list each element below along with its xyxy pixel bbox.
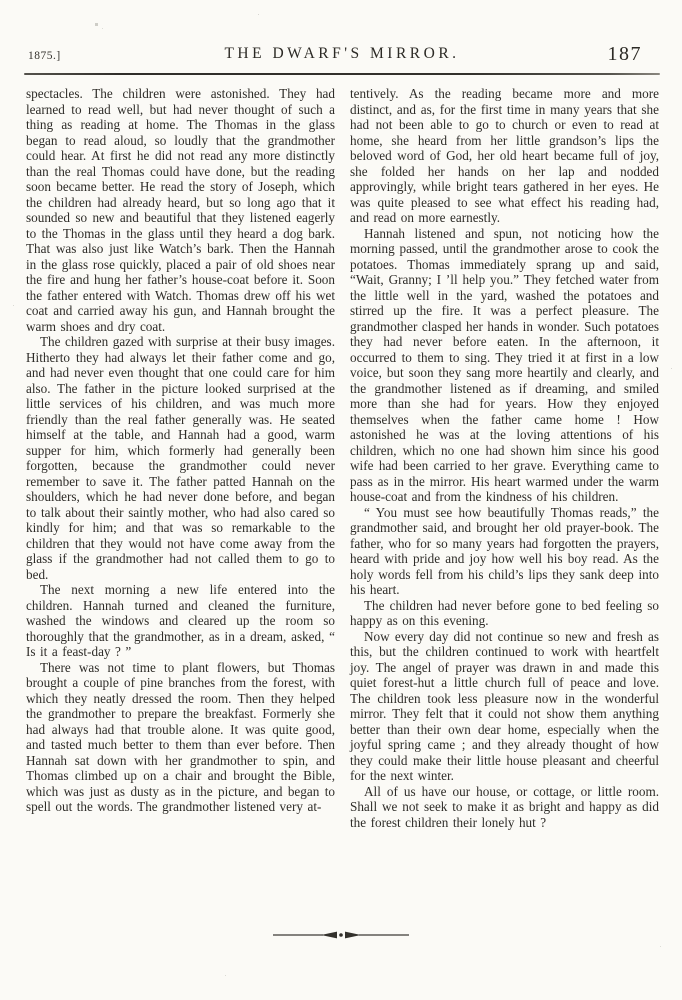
paragraph: The next morning a new life entered into the children. Hannah turned and cleaned the furniture, washed the windows and cleared up the room so thoroughly that the grandmother, as in a dream, asked, “ Is it a feast-day ? ” (26, 582, 335, 659)
paragraph: Now every day did not continue so new and fresh as this, but the children continued to work with heartfelt joy. The angel of prayer was drawn in and made this quiet forest-hut a little church full of peace and love. The children took less pleasure now in the wonderful mirror. They felt that it could not show them anything better than their own dear home, especially when the joyful spring came ; and they already thought of how they could make their little house pleasant and cheerful for the next winter. (350, 628, 659, 783)
paragraph: The children gazed with surprise at their busy images. Hitherto they had always let their father come and go, and had never even thought that one could care for him also. The father in the picture looked surprised at the little services of his children, and was much more friendly than the real father generally was. He seated himself at the table, and Hannah had a good, warm supper for him, which formerly had generally been forgotten, because the grandmother could never remember to save it. The father patted Hannah on the shoulders, which he had never done before, and began to talk about their saintly mother, who had also cared so kindly for him; and that was so remarkable to the children that they would not have come away from the glass if the grandmother had not called them to go to bed. (26, 334, 335, 582)
text-column-left (26, 86, 335, 830)
page-number: 187 (607, 43, 642, 65)
arrow-rule-icon (271, 928, 411, 942)
header-rule (24, 73, 660, 75)
header-year: 1875.] (28, 50, 61, 62)
paragraph: The children had never before gone to bed feeling so happy as on this evening. (350, 597, 659, 628)
paragraph: Hannah listened and spun, not noticing how the morning passed, until the grandmother arose to cook the potatoes. Thomas immediately sprang up and said, “Wait, Granny; I ’ll help you.” They fetched water from the little well in the yard, washed the potatoes and stirred up the fire. It was a perfect pleasure. The grandmother clasped her hands in wonder. Such potatoes they had never before eaten. In the afternoon, it occurred to them to sing. They tried it at first in a low voice, but soon they sang more heartily and clearly, and the grandmother listened as if dreaming, and smiled more than she had for years. How they enjoyed themselves when the father came home ! How astonished he was at the loving attentions of his children, which no one had shown him since his good wife had been carried to her grave. Everything came to pass as in the mirror. His heart warmed under the warm house-coat and from the kindness of his children. (350, 225, 659, 504)
tailpiece-ornament (0, 928, 682, 942)
paragraph: “ You must see how beautifully Thomas reads,” the grandmother said, and brought her old prayer-book. The father, who for so many years had forgotten the prayers, heard with pride and joy how well his boy read. As the holy words fell from his child’s lips they sank deep into his heart. (350, 504, 659, 597)
paragraph: spectacles. The children were astonished. They had learned to read well, but had never thought of such a thing as reading at home. The Thomas in the glass began to read aloud, so loudly that the grandmother could hear. At first he did not read any more distinctly than the real Thomas could have done, but the reading soon became better. He read the story of Joseph, which the children had already heard, but so long ago that it sounded so new and beautiful that they listened eagerly to the Thomas in the glass until they heard a dog bark. That was also just like Watch’s bark. Then the Hannah in the glass rose quickly, placed a pair of old shoes near the fire and hung her father’s house-coat before it. Soon the father entered with Watch. Thomas drew off his wet coat and carried away his gun, and Hannah brought the warm shoes and dry coat. (26, 86, 335, 334)
paragraph: All of us have our house, or cottage, or little room. Shall we not seek to make it as bright and happy as did the forest children their lonely hut ? (350, 783, 659, 830)
page-title: THE DWARF'S MIRROR. (224, 45, 460, 62)
page-header (28, 42, 656, 64)
paragraph: There was not time to plant flowers, but Thomas brought a couple of pine branches from the forest, with which they neatly dressed the room. Then they helped the grandmother to prepare the breakfast. Formerly she had always had that trouble alone. It was quite good, and tasted much better to them than ever before. Then Hannah sat down with her grandmother to spin, and Thomas climbed up on a chair and brought the Bible, which was just as dusty as in the picture, and began to spell out the words. The grandmother listened very at- (26, 659, 335, 814)
paragraph: tentively. As the reading became more and more distinct, and as, for the first time in many years that she had not been able to go to church or even to read at home, she heard from her little grandson’s lips the beloved word of God, her old heart became full of joy, she folded her hands on her lap and nodded approvingly, while bright tears gathered in her eyes. He was quite pleased to see what effect his reading had, and read on more earnestly. (350, 86, 659, 225)
text-column-right (350, 86, 659, 830)
text-body (26, 86, 660, 830)
